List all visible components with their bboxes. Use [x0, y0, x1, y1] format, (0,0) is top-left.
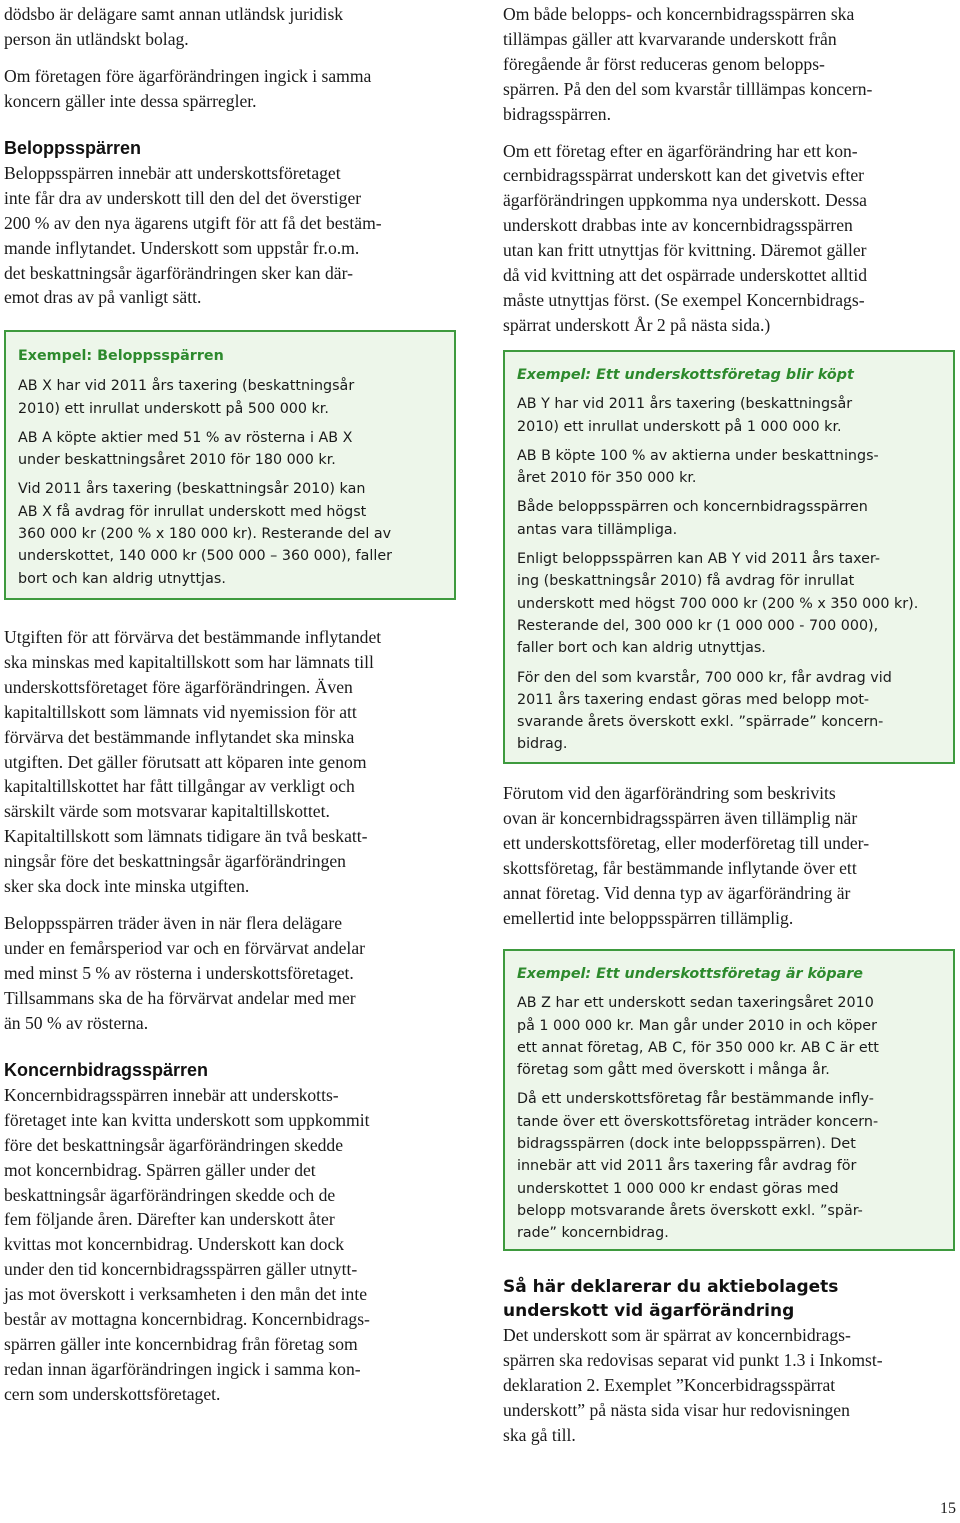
text-line: ett underskottsföretag, eller moderföretag till under- [503, 832, 870, 853]
utgiften-section [4, 625, 456, 1036]
text-line: Beloppsspärren träder även in när flera delägare [4, 912, 343, 933]
text-line: innebär att vid 2011 års taxering får avdrag för [517, 1158, 857, 1175]
example-box-köpare-title: Exempel: Ett underskottsföretag är köpare [517, 966, 863, 982]
text-line: Om företagen före ägarförändringen ingick i samma [4, 65, 372, 86]
text-line: bort och kan aldrig utnyttjas. [18, 570, 226, 587]
text-line: under beskattningsåret 2010 för 180 000 kr. [18, 452, 336, 469]
example-box-beloppsspärren [4, 330, 456, 600]
text-line: underskott vid ägarförändring [503, 1301, 795, 1321]
text-line: på 1 000 000 kr. Man går under 2010 in och köper [517, 1017, 877, 1034]
example-box-paragraph-3 [18, 478, 442, 589]
text-line: ska minskas med kapitaltillskott som har lämnats till [4, 651, 374, 672]
page-number: 15 [940, 1500, 956, 1517]
text-line: underskott” på nästa sida visar hur redovisningen [503, 1399, 850, 1420]
text-line: bidrag. [517, 736, 568, 753]
deklarera-paragraph [503, 1323, 955, 1448]
beloppsspärren-heading: Beloppsspärren [4, 138, 142, 158]
text-line: 2010) ett inrullat underskott på 1 000 000 kr. [517, 418, 842, 435]
text-line: kapitaltillskottet har fått tillgångar av verkligt och [4, 776, 355, 797]
text-line: under den tid koncernbidragsspärren gäller utnytt- [4, 1259, 358, 1280]
text-line: underskott med högst 700 000 kr (200 % x 350 000 kr). [517, 595, 919, 612]
text-line: koncern gäller inte dessa spärregler. [4, 90, 257, 111]
text-line: svarande årets överskott exkl. ”spärrade” koncern- [517, 714, 884, 731]
text-line: AB B köpte 100 % av aktierna under beskattnings- [517, 447, 879, 464]
text-line: Då ett underskottsföretag får bestämmande infly- [517, 1091, 874, 1108]
text-line: företag som gått med överskott i många år. [517, 1062, 830, 1079]
example-box-köpt [503, 350, 955, 764]
text-line: underskott drabbas inte av koncernbidragsspärren [503, 215, 853, 236]
beloppsspärren-paragraph [4, 161, 456, 310]
text-line: deklaration 2. Exemplet ”Koncerbidragsspärrat [503, 1374, 836, 1395]
text-line: 2011 års taxering endast göras med belopp mot- [517, 691, 870, 708]
text-line: underskottet 1 000 000 kr endast göras med [517, 1180, 839, 1197]
intro-paragraph [4, 2, 456, 52]
koncern-heading: Koncernbidragsspärren [4, 1060, 209, 1080]
text-line: Förutom vid den ägarförändring som beskrivits [503, 783, 836, 803]
text-line: består av mottagna koncernbidrag. Koncernbidrags- [4, 1309, 370, 1330]
text-line: ningsår före det beskattningsår ägarförändringen [4, 851, 346, 872]
text-line: bidragsspärren. [503, 103, 611, 124]
text-line: fem följande åren. Därefter kan underskott åter [4, 1209, 335, 1230]
text-line: ägarförändringen uppkomma nya underskott. Dessa [503, 190, 867, 211]
text-line: inte får dra av underskott till den del det överstiger [4, 187, 362, 208]
text-line: ing (beskattningsår 2010) få avdrag för inrullat [517, 573, 855, 590]
text-line: Det underskott som är spärrat av koncernbidrags- [503, 1325, 851, 1345]
text-line: utgiften. Det gäller förutsatt att köparen inte genom [4, 751, 367, 772]
text-line: cern som underskottsföretaget. [4, 1383, 221, 1404]
text-line: Om ett företag efter en ägarförändring har ett kon- [503, 140, 858, 161]
text-line: För den del som kvarstår, 700 000 kr, får avdrag vid [517, 669, 892, 686]
text-line: annat företag. Vid denna typ av ägarförändring är [503, 882, 851, 903]
text-line: spärren. På den del som kvarstår tilllämpas koncern- [503, 78, 873, 99]
text-line: underskottet, 140 000 kr (500 000 – 360 000), faller [18, 548, 393, 565]
text-line: tande över ett överskottsföretag inträder koncern- [517, 1113, 879, 1130]
text-line: AB A köpte aktier med 51 % av rösterna i AB X [18, 429, 353, 446]
text-line: AB Z har ett underskott sedan taxeringsåret 2010 [517, 995, 874, 1012]
text-line: AB X har vid 2011 års taxering (beskattningsår [18, 378, 355, 395]
text-line: under en femårsperiod var och en förvärvat andelar [4, 937, 365, 958]
text-line: Koncernbidragsspärren innebär att underskotts- [4, 1084, 339, 1105]
text-line: då vid kvittning att det ospärrade underskottet alltid [503, 265, 868, 286]
deklarera-section [503, 1275, 955, 1448]
text-line: jas mot överskott i verksamheten i den mån det inte [4, 1284, 368, 1305]
text-line: Enligt beloppsspärren kan AB Y vid 2011 års taxer- [517, 551, 881, 568]
right-paragraph-3-block [503, 781, 955, 930]
example-box-köpt-title: Exempel: Ett underskottsföretag blir köpt [517, 367, 854, 383]
text-line: Beloppsspärren innebär att underskottsföretaget [4, 162, 341, 183]
utgiften-paragraph [4, 625, 456, 899]
text-line: året 2010 för 350 000 kr. [517, 470, 697, 487]
example-box-köpt-paragraph-1 [517, 393, 941, 438]
text-line: beskattningsår ägarförändringen skedde och de [4, 1184, 336, 1205]
text-line: spärren ska redovisas separat vid punkt 1.3 i Inkomst- [503, 1349, 883, 1370]
text-line: AB X få avdrag för inrullat underskott med högst [18, 503, 367, 520]
text-line: spärrat underskott År 2 på nästa sida.) [503, 314, 771, 335]
text-line: ovan är koncernbidragsspärren även tillämplig när [503, 807, 858, 828]
text-line: Vid 2011 års taxering (beskattningsår 2010) kan [18, 481, 366, 498]
intro-block [4, 2, 456, 114]
text-line: tillämpas gäller att kvarvarande underskott från [503, 28, 837, 49]
text-line: underskottsföretaget före ägarförändringen. Även [4, 676, 353, 697]
right-paragraph-1 [503, 2, 955, 127]
text-line: 360 000 kr (200 % x 180 000 kr). Resterande del av [18, 526, 392, 543]
text-line: kvittas mot koncernbidrag. Underskott kan dock [4, 1234, 345, 1255]
example-box-köpare-paragraph-2 [517, 1088, 941, 1244]
example-box-köpt-paragraph-5 [517, 667, 941, 756]
example-box-paragraph-1 [18, 375, 442, 420]
text-line: skottsföretag, får bestämmande inflytande över ett [503, 857, 857, 878]
text-line: Utgiften för att förvärva det bestämmande inflytandet [4, 627, 382, 647]
text-line: 2010) ett inrullat underskott på 500 000 kr. [18, 400, 329, 417]
right-intro [503, 2, 955, 338]
right-paragraph-3 [503, 781, 955, 930]
text-line: förvärva det bestämmande inflytandet ska minska [4, 726, 355, 747]
text-line: än 50 % av rösterna. [4, 1012, 149, 1033]
text-line: det beskattningsår ägarförändringen sker kan där- [4, 262, 353, 283]
text-line: utan kan fritt utnyttjas för kvittning. Däremot gäller [503, 240, 867, 261]
text-line: AB Y har vid 2011 års taxering (beskattningsår [517, 396, 853, 413]
koncern-section [4, 1058, 456, 1407]
text-line: måste utnyttjas först. (Se exempel Koncernbidrags- [503, 289, 865, 310]
text-line: sker ska dock inte minska utgiften. [4, 876, 250, 897]
text-line: före det beskattningsår ägarförändringen skedde [4, 1134, 344, 1155]
text-line: emellertid inte beloppsspärren tillämplig. [503, 907, 794, 928]
text-line: mot koncernbidrag. Spärren gäller under det [4, 1159, 316, 1180]
beloppsspärren-section [4, 136, 456, 310]
text-line: cernbidragsspärrat underskott kan det givetvis efter [503, 165, 865, 186]
text-line: Tillsammans ska de ha förvärvat andelar med mer [4, 987, 356, 1008]
example-box-paragraph-2 [18, 427, 442, 472]
text-line: företaget inte kan kvitta underskott som uppkommit [4, 1109, 370, 1130]
intro-paragraph-2 [4, 64, 456, 114]
right-paragraph-2 [503, 139, 955, 338]
example-box-köpare-paragraph-1 [517, 992, 941, 1081]
text-line: ett annat företag, AB C, för 350 000 kr. AB C är ett [517, 1039, 879, 1056]
example-box-köpt-paragraph-4 [517, 548, 941, 659]
text-line: belopp motsvarande årets överskott exkl. ”spär- [517, 1202, 863, 1219]
text-line: antas vara tillämpliga. [517, 521, 678, 538]
text-line: Kapitaltillskott som lämnats tidigare än två beskatt- [4, 826, 368, 847]
text-line: person än utländskt bolag. [4, 28, 189, 49]
text-line: bidragsspärren (dock inte beloppsspärren). Det [517, 1136, 856, 1153]
text-line: redan innan ägarförändringen ingick i samma kon- [4, 1358, 361, 1379]
text-line: ska gå till. [503, 1424, 576, 1445]
example-box-köpt-paragraph-3 [517, 496, 941, 541]
text-line: Om både belopps- och koncernbidragsspärren ska [503, 4, 855, 24]
text-line: föregående år först reduceras genom belopps- [503, 53, 825, 74]
text-line: kapitaltillskott som lämnats vid nyemission för att [4, 701, 357, 722]
text-line: 200 % av den nya ägarens utgift för att få det bestäm- [4, 212, 382, 233]
text-line: Så här deklarerar du aktiebolagets [503, 1277, 839, 1297]
text-line: Resterande del, 300 000 kr (1 000 000 - 700 000), [517, 617, 879, 634]
text-line: spärren gäller inte koncernbidrag från företag som [4, 1333, 358, 1354]
example-box-title: Exempel: Beloppsspärren [18, 348, 224, 364]
text-line: dödsbo är delägare samt annan utländsk juridisk [4, 4, 344, 24]
text-line: särskilt värde som motsvarar kapitaltillskottet. [4, 801, 330, 822]
koncern-paragraph [4, 1083, 456, 1407]
example-box-köpare [503, 949, 955, 1251]
text-line: emot dras av på vanligt sätt. [4, 287, 202, 308]
text-line: mande inflytandet. Underskott som uppstår fr.o.m. [4, 237, 360, 258]
traeder-paragraph [4, 911, 456, 1036]
deklarera-heading [503, 1275, 955, 1323]
text-line: med minst 5 % av rösterna i underskottsföretaget. [4, 962, 354, 983]
text-line: Både beloppsspärren och koncernbidragsspärren [517, 499, 868, 516]
text-line: faller bort och kan aldrig utnyttjas. [517, 640, 766, 657]
text-line: rade” koncernbidrag. [517, 1225, 669, 1242]
example-box-köpt-paragraph-2 [517, 445, 941, 490]
